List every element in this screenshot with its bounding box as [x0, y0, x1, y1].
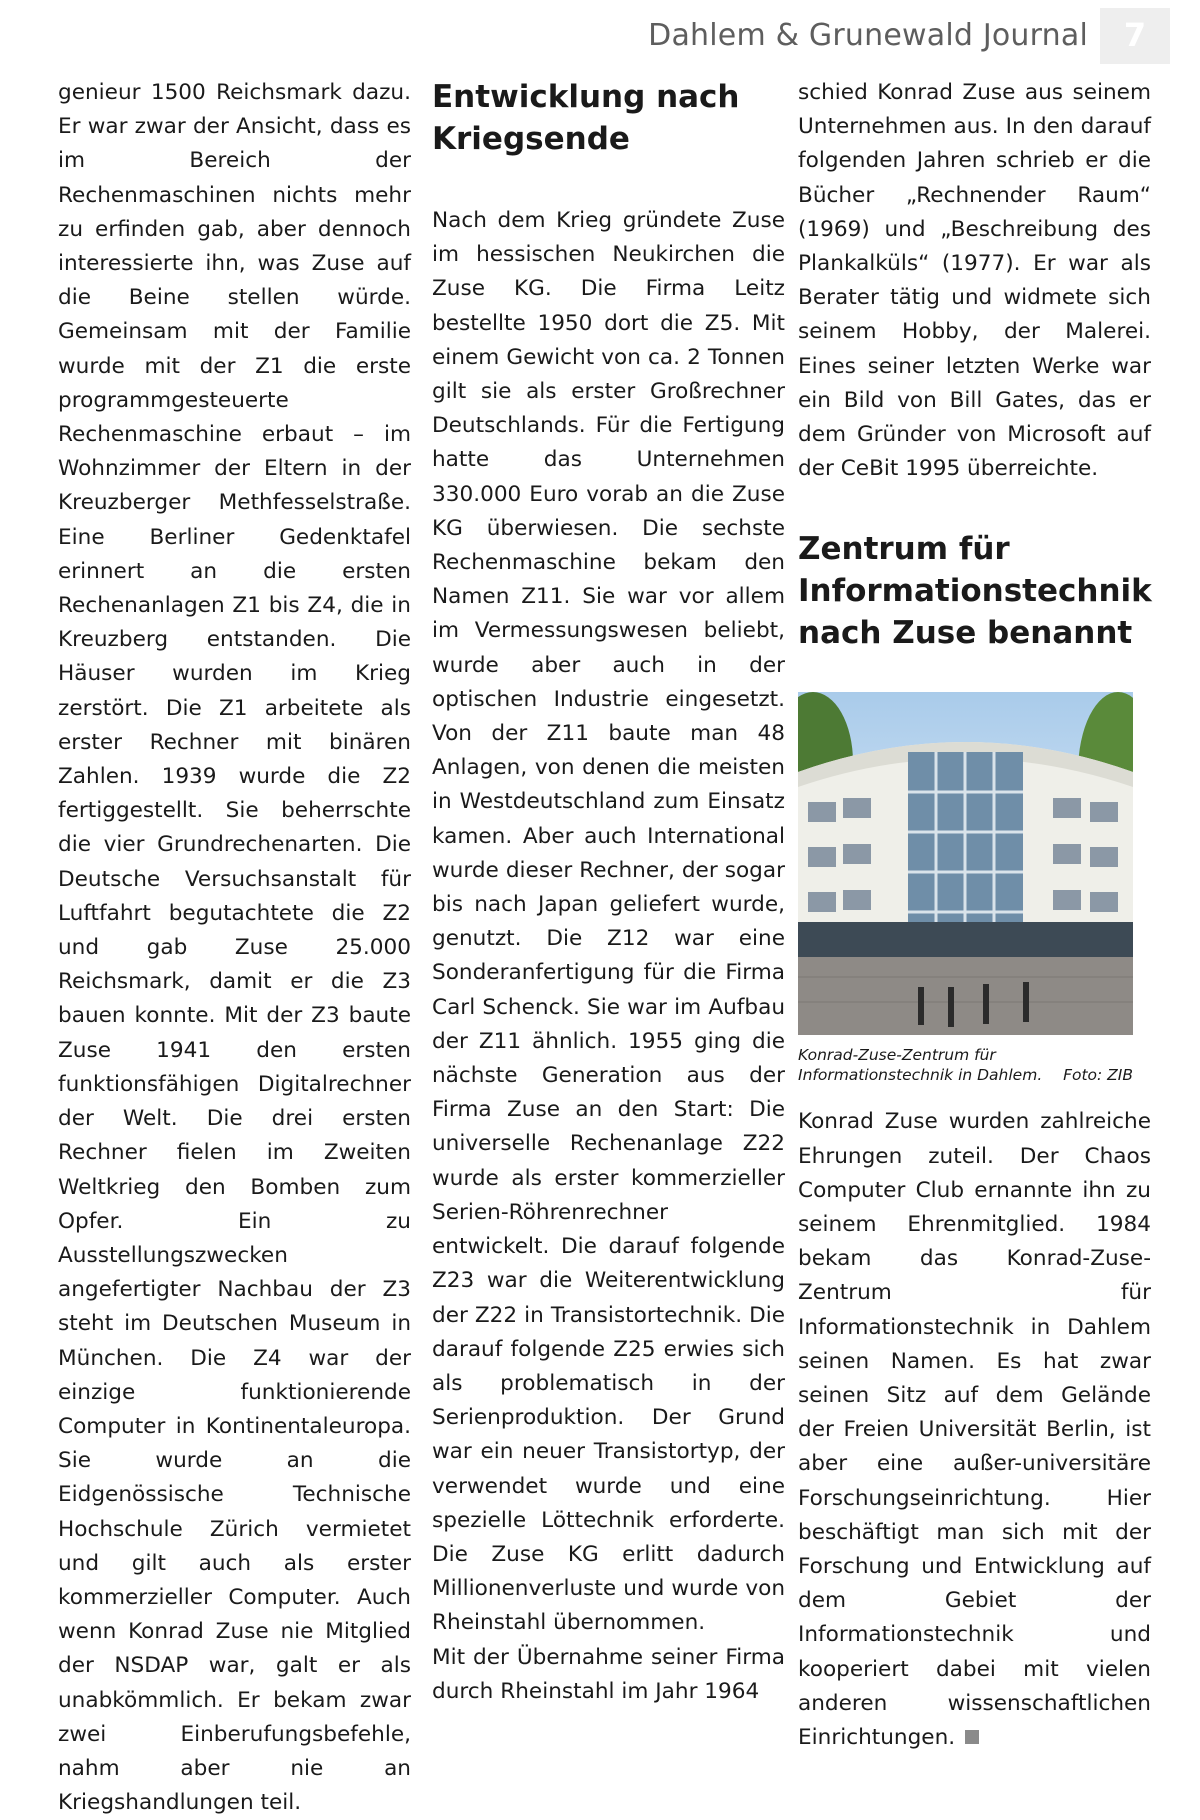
- headline-development: Entwicklung nach Kriegsende: [432, 79, 740, 157]
- column-1-text: genieur 1500 Reichsmark dazu. Er war zwar der Ansicht, dass es im Bereich der Rechenmaschinen nichts mehr zu erfinden gab, aber dennoch interessierte ihn, was Zuse auf die Beine stellen würde. Gemeinsam mit der Familie wurde mit der Z1 die erste programmgesteuerte Rechenmaschine erbaut – im Wohnzimmer der Eltern in der Kreuzberger Methfesselstraße. Eine Berliner Gedenktafel erinnert an die ersten Rechenanlagen Z1 bis Z4, die in Kreuzberg entstanden. Die Häuser wurden im Krieg zerstört. Die Z1 arbeitete als erster Rechner mit binären Zahlen. 1939 wurde die Z2 fertiggestellt. Sie beherrschte die vier Grundrechenarten. Die Deutsche Versuchsanstalt für Luftfahrt begutachtete die Z2 und gab Zuse 25.000 Reichsmark, damit er die Z3 bauen konnte. Mit der Z3 baute Zuse 1941 den ersten funktionsfähigen Digitalrechner der Welt. Die drei ersten Rechner fielen im Zweiten Weltkrieg den Bomben zum Opfer. Ein zu Ausstellungszwecken angefertigter Nachbau der Z3 steht im Deutschen Museum in München. Die Z4 war der einzige funktionierende Computer in Kontinentaleuropa. Sie wurde an die Eidgenössische Technische Hochschule Zürich vermietet und gilt auch als erster kommerzieller Computer. Auch wenn Konrad Zuse nie Mitglied der NSDAP war, galt er als unabkömmlich. Er bekam zwar zwei Einberufungsbefehle, nahm aber nie an Kriegshandlungen teil.: [58, 80, 411, 1816]
- page-number-box: [1097, 8, 1170, 64]
- journal-title: Dahlem & Grunewald Journal: [648, 18, 1088, 53]
- column-2-paragraph-2: Mit der Übernahme seiner Firma durch Rheinstahl im Jahr 1964: [432, 1644, 785, 1704]
- column-2-paragraph-1: Nach dem Krieg gründete Zuse im hessischen Neukirchen die Zuse KG. Die Firma Leitz bestellte 1950 dort die Z5. Mit einem Gewicht von ca. 2 Tonnen gilt sie als erster Großrechner Deutschlands. Für die Fertigung hatte das Unternehmen 330.000 Euro vorab an die Zuse KG überwiesen. Die sechste Rechenmaschine bekam den Namen Z11. Sie war vor allem im Vermessungswesen beliebt, wurde aber auch in der optischen Industrie eingesetzt. Von der Z11 baute man 48 Anlagen, von denen die meisten in Westdeutschland zum Einsatz kamen. Aber auch International wurde dieser Rechner, der sogar bis nach Japan geliefert wurde, genutzt. Die Z12 war eine Sonderanfertigung für die Firma Carl Schenck. Sie war im Aufbau der Z11 ähnlich. 1955 ging die nächste Generation aus der Firma Zuse an den Start: Die universelle Rechenanlage Z22 wurde als erster kommerzieller Serien-Röhrenrechner entwickelt. Die darauf folgende Z23 war die Weiterentwicklung der Z22 in Transistortechnik. Die darauf folgende Z25 erwies sich als problematisch in der Serienproduktion. Der Grund war ein neuer Transistortyp, der verwendet wurde und eine spezielle Löttechnik erforderte. Die Zuse KG erlitt dadurch Millionenverluste und wurde von Rheinstahl übernommen.: [432, 208, 785, 1636]
- column-2: [432, 76, 785, 1709]
- column-3-paragraph-2-text: Konrad Zuse wurden zahlreiche Ehrungen zuteil. Der Chaos Computer Club ernannte ihn zu seinem Ehrenmitglied. 1984 bekam das Konrad-Zuse-Zentrum für Informationstechnik in Dahlem seinen Namen. Es hat zwar seinen Sitz auf dem Gelände der Freien Universität Berlin, ist aber eine außer-universitäre Forschungseinrichtung. Hier beschäftigt man sich mit der Forschung und Entwicklung auf dem Gebiet der Informationstechnik und kooperiert dabei mit vielen anderen wissenschaftlichen Einrichtungen.: [798, 1109, 1151, 1751]
- photo-credit: Foto: ZIB: [1063, 1066, 1133, 1085]
- end-mark-icon: [965, 1730, 979, 1744]
- photo-caption: [798, 1045, 1151, 1085]
- page-number: 7: [1123, 16, 1147, 54]
- building-photo: [798, 692, 1133, 1035]
- building-photo-illustration: [798, 692, 1133, 1035]
- caption-text: Konrad-Zuse-Zentrum für Informationstechnik in Dahlem.: [798, 1046, 1043, 1085]
- column-1: [58, 76, 411, 1820]
- column-3: [798, 76, 1151, 1755]
- page-header: [0, 0, 1200, 80]
- headline-zentrum: Zentrum für Informationstechnik nach Zuse benannt: [798, 531, 1152, 652]
- column-3-paragraph-1: schied Konrad Zuse aus seinem Unternehmen aus. In den darauf folgenden Jahren schrieb er die Bücher „Rechnender Raum“ (1969) und „Beschreibung des Plankalküls“ (1977). Er war als Berater tätig und widmete sich seinem Hobby, der Malerei. Eines seiner letzten Werke war ein Bild von Bill Gates, das er dem Gründer von Microsoft auf der CeBit 1995 überreichte.: [798, 80, 1151, 482]
- column-3-paragraph-2: [798, 1105, 1151, 1755]
